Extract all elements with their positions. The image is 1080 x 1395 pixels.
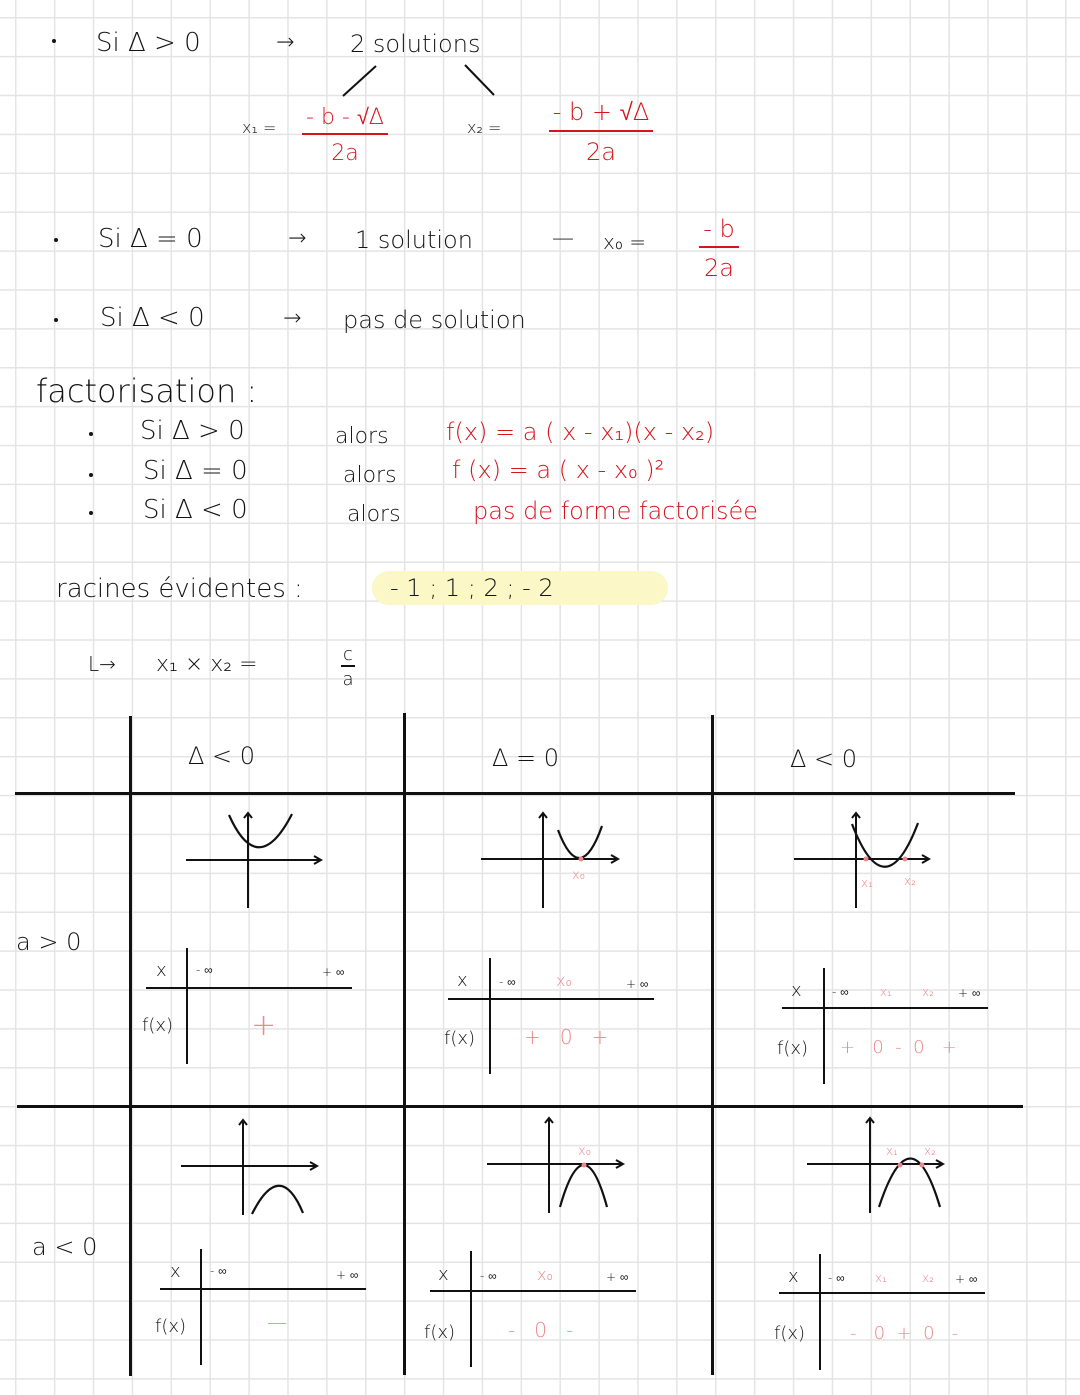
factorisation-condition-3: Si Δ < 0 — [143, 495, 248, 525]
table-vline-1 — [129, 716, 132, 1376]
mini-table-minus-inf: - ∞ — [196, 963, 213, 977]
factorisation-alors-2: alors — [343, 463, 397, 488]
x0-label: x₀ = — [603, 230, 646, 254]
factorisation-alors-1: alors — [335, 424, 389, 449]
mini-table-vline — [819, 1254, 821, 1370]
mini-table-vline — [489, 958, 491, 1074]
x1-denominator: 2a — [331, 141, 359, 166]
graph-root-label: x₀ — [572, 868, 585, 883]
mini-table-signs: + 0 - 0 + — [840, 1037, 957, 1058]
mini-table-root: x₂ — [922, 985, 934, 999]
mini-table-hline — [779, 1292, 985, 1294]
dash: — — [552, 226, 574, 251]
racines-values: - 1 ; 1 ; 2 ; - 2 — [390, 574, 554, 602]
x2-label: x₂ = — [467, 118, 502, 137]
mini-table-x-label: x — [788, 1266, 799, 1287]
col-header-delta-zero: Δ = 0 — [492, 744, 560, 772]
mini-table-minus-inf: - ∞ — [210, 1264, 227, 1278]
table-hline-2 — [17, 1105, 1023, 1108]
mini-table-signs: + 0 + — [524, 1025, 609, 1049]
bullet — [89, 473, 93, 477]
factorisation-alors-3: alors — [347, 502, 401, 527]
graph-root-label: x₂ — [924, 1144, 936, 1158]
mini-table-fx-label: f(x) — [424, 1322, 456, 1343]
mini-table-hline — [430, 1290, 636, 1292]
arrow-icon: → — [283, 306, 302, 331]
mini-table-fx-label: f(x) — [142, 1015, 174, 1036]
x1-label: x₁ = — [242, 118, 277, 137]
x0-denominator: 2a — [704, 254, 734, 282]
case-positive-result: 2 solutions — [350, 30, 481, 58]
mini-table-hline — [160, 1288, 366, 1290]
mini-table-plus-inf: + ∞ — [626, 977, 649, 991]
bullet — [89, 511, 93, 515]
product-denominator: a — [342, 669, 354, 690]
bullet — [54, 238, 58, 242]
case-negative-condition: Si Δ < 0 — [100, 303, 205, 333]
mini-table-vline — [186, 948, 188, 1064]
mini-table-hline — [448, 998, 654, 1000]
col-header-delta-pos: Δ < 0 — [790, 745, 858, 773]
mini-table-signs: - 0 - — [508, 1318, 574, 1342]
factorisation-formula-2: f (x) = a ( x - x₀ )² — [452, 456, 665, 484]
mini-table-plus-inf: + ∞ — [606, 1270, 629, 1284]
factorisation-condition-1: Si Δ > 0 — [140, 416, 245, 446]
graph-root-label: x₀ — [578, 1144, 591, 1159]
table-hline-1 — [15, 792, 1015, 795]
mini-table-minus-inf: - ∞ — [499, 975, 516, 989]
bullet — [52, 39, 56, 43]
mini-table-minus-inf: - ∞ — [828, 1271, 845, 1285]
graph-root-label: x₁ — [886, 1144, 898, 1158]
table-vline-2 — [403, 713, 406, 1375]
mini-table-signs: + — [251, 1008, 277, 1043]
bullet — [54, 318, 58, 322]
factorisation-formula-1: f(x) = a ( x - x₁)(x - x₂) — [446, 418, 715, 446]
mini-table-root: x₁ — [880, 985, 892, 999]
factorisation-title: factorisation : — [36, 372, 258, 410]
factorisation-condition-2: Si Δ = 0 — [143, 456, 248, 486]
mini-table-fx-label: f(x) — [777, 1038, 809, 1059]
x2-fraction — [540, 98, 662, 166]
case-zero-condition: Si Δ = 0 — [98, 224, 203, 254]
x1-fraction — [290, 104, 400, 166]
mini-table-root: x₀ — [556, 971, 572, 990]
x0-numerator: - b — [699, 215, 739, 248]
mini-table-vline — [470, 1251, 472, 1367]
parabola-down-two-roots-graph — [0, 0, 1, 1]
product-roots: x₁ × x₂ = — [156, 652, 258, 677]
graph-root-label: x₂ — [904, 874, 916, 888]
case-positive-condition: Si Δ > 0 — [96, 28, 201, 58]
product-numerator: c — [343, 644, 353, 665]
x2-denominator: 2a — [586, 138, 616, 166]
mini-table-vline — [823, 968, 825, 1084]
mini-table-root: x₀ — [537, 1265, 553, 1284]
x0-fraction — [692, 215, 746, 282]
mini-table-x-label: x — [438, 1264, 449, 1285]
mini-table-x-label: x — [170, 1261, 181, 1282]
mini-table-fx-label: f(x) — [444, 1028, 476, 1049]
mini-table-root: x₂ — [922, 1271, 934, 1285]
table-vline-3 — [711, 715, 714, 1375]
row-header-a-neg: a < 0 — [32, 1233, 98, 1261]
mini-table-plus-inf: + ∞ — [955, 1272, 978, 1286]
bullet — [89, 432, 93, 436]
mini-table-x-label: x — [457, 970, 468, 991]
mini-table-x-label: x — [156, 960, 167, 981]
case-negative-result: pas de solution — [343, 306, 526, 334]
mini-table-signs: - 0 + 0 - — [850, 1323, 959, 1344]
graph-root-label: x₁ — [861, 876, 873, 890]
row-header-a-pos: a > 0 — [16, 928, 82, 956]
mini-table-vline — [200, 1249, 202, 1365]
racines-label: racines évidentes : — [56, 574, 303, 604]
mini-table-plus-inf: + ∞ — [322, 965, 345, 979]
factorisation-formula-3: pas de forme factorisée — [473, 497, 759, 525]
mini-table-signs: — — [267, 1310, 287, 1334]
mini-table-fx-label: f(x) — [774, 1323, 806, 1344]
arrow-icon: → — [276, 30, 295, 55]
arrow-icon: → — [288, 226, 307, 251]
x1-numerator: - b - √Δ — [302, 104, 388, 135]
mini-table-x-label: x — [791, 980, 802, 1001]
mini-table-plus-inf: + ∞ — [958, 986, 981, 1000]
x2-numerator: - b + √Δ — [549, 98, 653, 132]
col-header-delta-neg: Δ < 0 — [188, 742, 256, 770]
mini-table-minus-inf: - ∞ — [832, 985, 849, 999]
mini-table-hline — [146, 987, 352, 989]
c-over-a-fraction — [335, 644, 361, 690]
mini-table-root: x₁ — [875, 1271, 887, 1285]
mini-table-plus-inf: + ∞ — [336, 1268, 359, 1282]
case-zero-result: 1 solution — [355, 226, 473, 254]
mini-table-fx-label: f(x) — [155, 1316, 187, 1337]
mini-table-minus-inf: - ∞ — [480, 1269, 497, 1283]
arrow-return-icon: L→ — [88, 652, 116, 676]
mini-table-hline — [782, 1007, 988, 1009]
